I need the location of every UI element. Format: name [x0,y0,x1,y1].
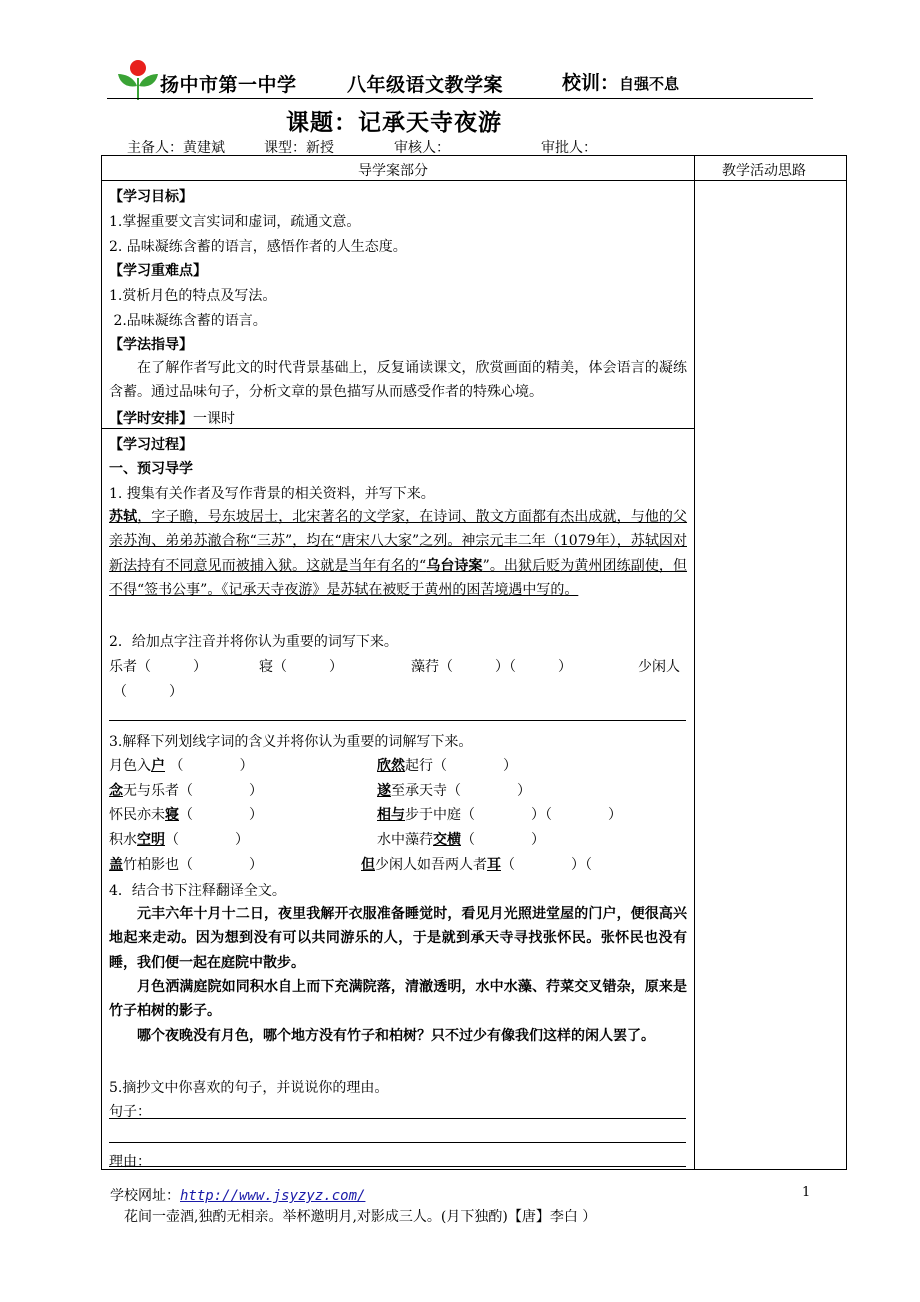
q3-item: 欣然起行（ ） [377,758,517,774]
col-header-activity: 教学活动思路 [722,163,806,179]
question-5: 5.摘抄文中你喜欢的句子，并说说你的理由。 [109,1080,389,1096]
plan-name: 八年级语文教学案 [347,74,504,96]
question-4: 4．结合书下注释翻译全文。 [109,883,286,899]
q3-item: 但少闲人如吾两人者耳（ ）（ [361,857,592,873]
q3-item: 积水空明（ ） [109,832,249,848]
schedule-line: 【学时安排】一课时 [109,411,235,427]
goal-item: 1.掌握重要文言实词和虚词，疏通文意。 [109,214,361,230]
question-2: 2．给加点字注音并将你认为重要的词写下来。 [109,634,398,650]
translation-paragraph: 哪个夜晚没有月色，哪个地方没有竹子和柏树？只不过少有像我们这样的闲人罢了。 [137,1028,655,1044]
website-link[interactable]: http://www.jsyzyz.com/ [180,1188,366,1204]
col-header-guide: 导学案部分 [358,163,428,179]
reason-label: 理由： [109,1154,151,1170]
q3-item: 相与步于中庭（ ）（ ） [377,807,622,823]
question-1: 1. 搜集有关作者及写作背景的相关资料，并写下来。 [109,486,435,502]
keypoint-item: 1.赏析月色的特点及写法。 [109,288,277,304]
method-text: 在了解作者写此文的时代背景基础上，反复诵读课文，欣赏画面的精美，体会语言的凝练含蓄。通过品味句子，分析文章的景色描写从而感受作者的特殊心境。 [109,360,687,401]
meta-type: 课型：新授 [264,140,334,156]
table-header-rule [101,180,847,181]
page-number: 1 [802,1185,811,1200]
school-name: 扬中市第一中学 [160,74,297,96]
sentence-blank[interactable] [109,1142,686,1143]
q3-item: 月色入户 （ ） [109,758,254,774]
table-section-rule [101,428,694,429]
footer-poem: 花间一壶酒,独酌无相亲。举杯邀明月,对影成三人。(月下独酌)【唐】李白 ） [124,1209,597,1225]
q3-item: 遂至承天寺（ ） [377,783,531,799]
page-title: 课题：记承天寺夜游 [286,110,502,136]
table-column-divider [694,155,695,1170]
answer-blank[interactable] [109,720,686,721]
footer-website: 学校网址：http://www.jsyzyz.com/ [110,1188,366,1204]
q3-item: 盖竹柏影也（ ） [109,857,263,873]
question-3: 3.解释下列划线字词的含义并将你认为重要的词解写下来。 [109,734,473,750]
q3-item: 水中藻荇交横（ ） [377,832,545,848]
reason-blank[interactable] [109,1166,686,1167]
school-logo [116,58,160,102]
answer-1: 苏轼，字子瞻，号东坡居士，北宋著名的文学家，在诗词、散文方面都有杰出成就，与他的父亲苏洵、弟弟苏澈合称“三苏”，均在“唐宋八大家”之列。神宗元丰二年（1079年），苏轼因对新法持有不同意见而被捕入狱。这就是当年有名的“乌台诗案”。出狱后贬为黄州团练副使，但不得“签书公事”。《记承天寺夜游》是苏轼在被贬于黄州的困苦境遇中写的。 [109,509,688,599]
school-motto: 校训：自强不息 [562,72,680,94]
process-heading: 【学习过程】 [109,437,193,453]
goal-item: 2. 品味凝练含蓄的语言，感悟作者的人生态度。 [109,239,407,255]
section-preview: 一、预习导学 [109,461,193,477]
q2-item: 少闲人 [638,659,680,675]
sentence-label: 句子： [109,1104,151,1120]
meta-author: 主备人：黄建斌 [127,140,225,156]
goals-heading: 【学习目标】 [109,189,193,205]
keypoint-item: 2.品味凝练含蓄的语言。 [109,313,267,329]
q3-item: 怀民亦未寝（ ） [109,807,263,823]
method-heading: 【学法指导】 [109,337,193,353]
header-rule [107,98,813,99]
keypoints-heading: 【学习重难点】 [109,263,207,279]
meta-approver: 审批人： [541,140,597,156]
q2-item: 乐者（ ） [109,659,207,675]
q2-item: 藻荇（ ）（ ） [411,659,572,675]
meta-reviewer: 审核人： [394,140,450,156]
translation-paragraph: 元丰六年十月十二日，夜里我解开衣服准备睡觉时，看见月光照进堂屋的门户，便很高兴地起来走动。因为想到没有可以共同游乐的人，于是就到承天寺寻找张怀民。张怀民也没有睡，我们便一起在庭院中散步。 [109,906,687,971]
sentence-blank[interactable] [109,1118,686,1119]
q3-item: 念无与乐者（ ） [109,783,263,799]
translation-paragraph: 月色洒满庭院如同积水自上而下充满院落，清澈透明，水中水藻、荇菜交叉错杂，原来是竹子柏树的影子。 [109,979,687,1020]
q2-item: （ ） [113,684,183,700]
q2-item: 寝（ ） [259,659,343,675]
